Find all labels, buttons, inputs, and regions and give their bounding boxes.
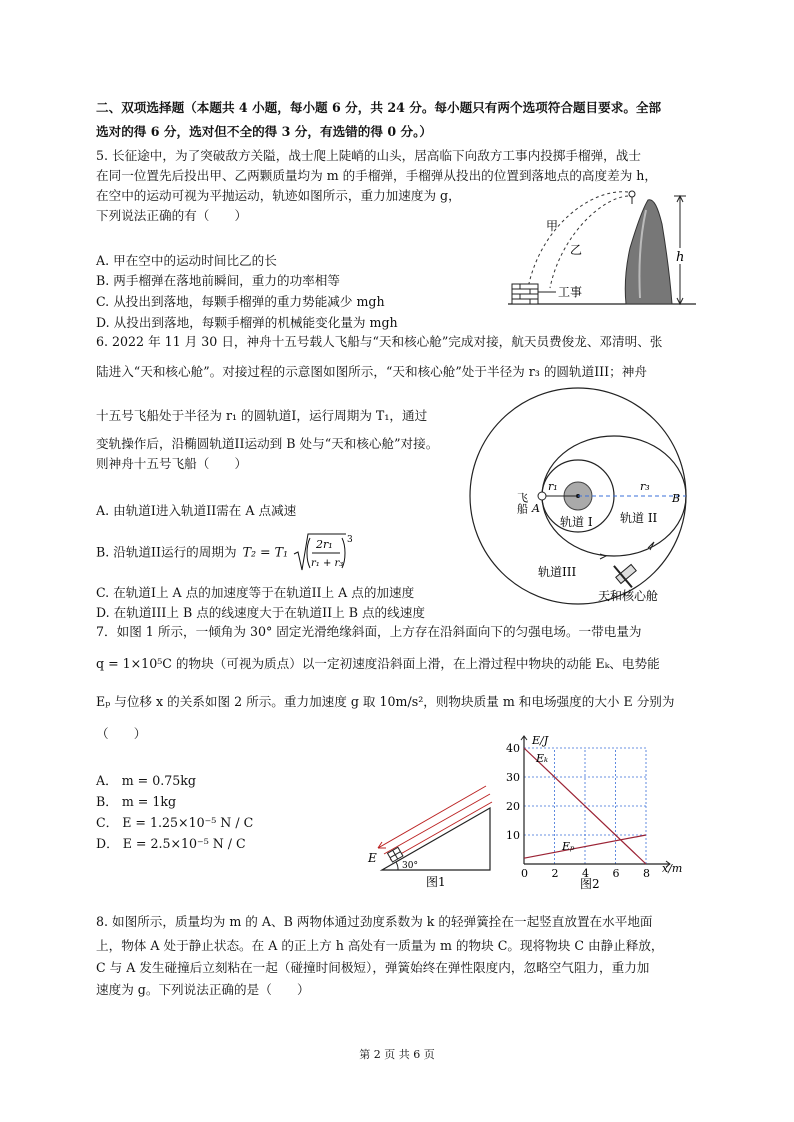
q7-line4: （ ） bbox=[96, 726, 147, 741]
formula-lhs: T₂ = T₁ bbox=[242, 544, 289, 560]
q7-line1: 7．如图 1 所示，一倾角为 30° 固定光滑绝缘斜面，上方存在沿斜面向下的匀强电场。一带电量为 bbox=[96, 624, 642, 639]
ship-icon bbox=[538, 492, 546, 500]
q6-orbit-figure bbox=[480, 378, 700, 608]
q5-line2: 在同一位置先后投出甲、乙两颗质量均为 m 的手榴弹，手榴弹从投出的位置到落地点的高度差为 h， bbox=[96, 168, 657, 183]
q5-option-c: C. 从投出到落地，每颗手榴弹的重力势能减少 mgh bbox=[96, 294, 385, 309]
label-r1: r₁ bbox=[548, 480, 558, 493]
ep-label: Eₚ bbox=[562, 840, 575, 853]
q7-fig1-incline bbox=[364, 780, 496, 888]
formula-num: 2r₁ bbox=[316, 538, 333, 551]
trajectory-jia bbox=[528, 192, 628, 288]
formula-den: r₁ + r₃ bbox=[311, 558, 344, 569]
section-heading-line2: 选对的得 6 分，选对但不全的得 3 分，有选错的得 0 分。） bbox=[96, 124, 432, 139]
q6-option-b bbox=[96, 532, 352, 574]
q7-line3: Eₚ 与位移 x 的关系如图 2 所示。重力加速度 g 取 10m/s²，则物块质量 m 和电场强度的大小 E 分别为 bbox=[96, 694, 675, 709]
formula-root bbox=[292, 532, 352, 574]
x-tick-label: 0 bbox=[521, 867, 528, 880]
fig2-caption: 图2 bbox=[580, 877, 600, 891]
label-gongshi: 工事 bbox=[558, 285, 583, 299]
y-axis-label: E/J bbox=[532, 734, 549, 747]
q5-option-a: A. 甲在空中的运动时间比乙的长 bbox=[96, 253, 277, 268]
label-angle: 30° bbox=[402, 861, 418, 871]
chart-series bbox=[524, 748, 646, 864]
label-orbit1: 轨道 I bbox=[560, 515, 593, 529]
q5-line4: 下列说法正确的有（ ） bbox=[96, 208, 248, 223]
q8-line2: 上，物体 A 处于静止状态。在 A 的正上方 h 高处有一质量为 m 的物块 C。现将物块 C 由静止释放， bbox=[96, 938, 664, 953]
q6-option-c: C. 在轨道I上 A 点的加速度等于在轨道II上 A 点的加速度 bbox=[96, 585, 415, 600]
label-ship: 飞船 bbox=[515, 492, 529, 514]
chart-ticks bbox=[506, 742, 650, 880]
label-station: 天和核心舱 bbox=[598, 589, 659, 603]
label-r3: r₃ bbox=[640, 480, 650, 493]
y-tick-label: 20 bbox=[506, 800, 520, 813]
q6-line3: 十五号飞船处于半径为 r₁ 的圆轨道I，运行周期为 T₁，通过 bbox=[96, 408, 428, 423]
formula-exp: 3 bbox=[347, 535, 353, 545]
cliff-shape bbox=[625, 200, 672, 304]
q6-line2: 陆进入“天和核心舱”。对接过程的示意图如图所示，“天和核心舱”处于半径为 r₃ 的圆轨道III；神舟 bbox=[96, 364, 647, 379]
label-orbit2: 轨道 II bbox=[620, 511, 658, 525]
q7-fig2-chart bbox=[500, 732, 710, 892]
q5-option-b: B. 两手榴弹在落地前瞬间，重力的功率相等 bbox=[96, 273, 340, 288]
y-tick-label: 30 bbox=[506, 771, 520, 784]
q8-line4: 速度为 g。下列说法正确的是（ ） bbox=[96, 982, 310, 997]
label-yi: 乙 bbox=[570, 243, 583, 257]
q8-line3: C 与 A 发生碰撞后立刻粘在一起（碰撞时间极短），弹簧始终在弹性限度内，忽略空气阻力，重力加 bbox=[96, 960, 650, 975]
x-tick-label: 4 bbox=[582, 867, 589, 880]
q6-line5: 则神舟十五号飞船（ ） bbox=[96, 456, 248, 471]
y-tick-label: 10 bbox=[506, 829, 520, 842]
q7-option-c: C． E = 1.25×10⁻⁵ N / C bbox=[96, 815, 254, 830]
label-jia: 甲 bbox=[546, 219, 559, 233]
q6-formula bbox=[243, 532, 352, 574]
q6-line4: 变轨操作后，沿椭圆轨道II运动到 B 处与“天和核心舱”对接。 bbox=[96, 436, 439, 451]
page-footer: 第 2 页 共 6 页 bbox=[359, 1048, 435, 1061]
q5-figure bbox=[500, 188, 700, 310]
q5-line1: 5. 长征途中，为了突破敌方关隘，战士爬上陡峭的山头，居高临下向敌方工事内投掷手榴弹，战士 bbox=[96, 148, 641, 163]
x-tick-label: 8 bbox=[643, 867, 650, 880]
soldier-icon bbox=[629, 191, 635, 197]
q7-option-b: B． m = 1kg bbox=[96, 794, 177, 809]
q5-line3: 在空中的运动可视为平抛运动，轨迹如图所示，重力加速度为 g， bbox=[96, 188, 461, 203]
section-heading-line1: 二、双项选择题（本题共 4 小题，每小题 6 分，共 24 分。每小题只有两个选项符合题目要求。全部 bbox=[96, 100, 662, 115]
q7-line2: q = 1×10⁵C 的物块（可视为质点）以一定初速度沿斜面上滑，在上滑过程中物块的动能 Eₖ、电势能 bbox=[96, 656, 660, 671]
x-tick-label: 2 bbox=[551, 867, 559, 880]
q7-option-d: D． E = 2.5×10⁻⁵ N / C bbox=[96, 836, 246, 851]
label-E: E bbox=[368, 851, 377, 865]
q5-option-d: D. 从投出到落地，每颗手榴弹的机械能变化量为 mgh bbox=[96, 315, 398, 330]
incline-shape bbox=[382, 808, 490, 870]
q8-line1: 8. 如图所示，质量均为 m 的 A、B 两物体通过劲度系数为 k 的轻弹簧拴在一起竖直放置在水平地面 bbox=[96, 914, 653, 929]
q6-line1: 6. 2022 年 11 月 30 日，神舟十五号载人飞船与“天和核心舱”完成对接，航天员费俊龙、邓清明、张 bbox=[96, 334, 663, 349]
orbit-ii-arrow bbox=[600, 554, 606, 559]
q6-option-d: D. 在轨道III上 B 点的线速度大于在轨道II上 B 点的线速度 bbox=[96, 605, 425, 620]
x-tick-label: 6 bbox=[612, 867, 620, 880]
label-B: B bbox=[672, 492, 681, 505]
label-orbit3: 轨道III bbox=[538, 565, 577, 579]
ek-label: Eₖ bbox=[536, 752, 549, 765]
q6-option-a: A. 由轨道I进入轨道II需在 A 点减速 bbox=[96, 503, 297, 518]
trajectory-yi bbox=[550, 196, 628, 288]
q7-option-a: A． m = 0.75kg bbox=[96, 773, 196, 788]
x-axis-label: x/m bbox=[662, 862, 683, 875]
y-tick-label: 40 bbox=[506, 742, 520, 755]
label-h: h bbox=[676, 250, 685, 265]
label-A: A bbox=[532, 502, 540, 515]
fig1-caption: 图1 bbox=[426, 875, 446, 889]
q6-option-b-text: B. 沿轨道II运行的周期为 bbox=[96, 544, 237, 560]
